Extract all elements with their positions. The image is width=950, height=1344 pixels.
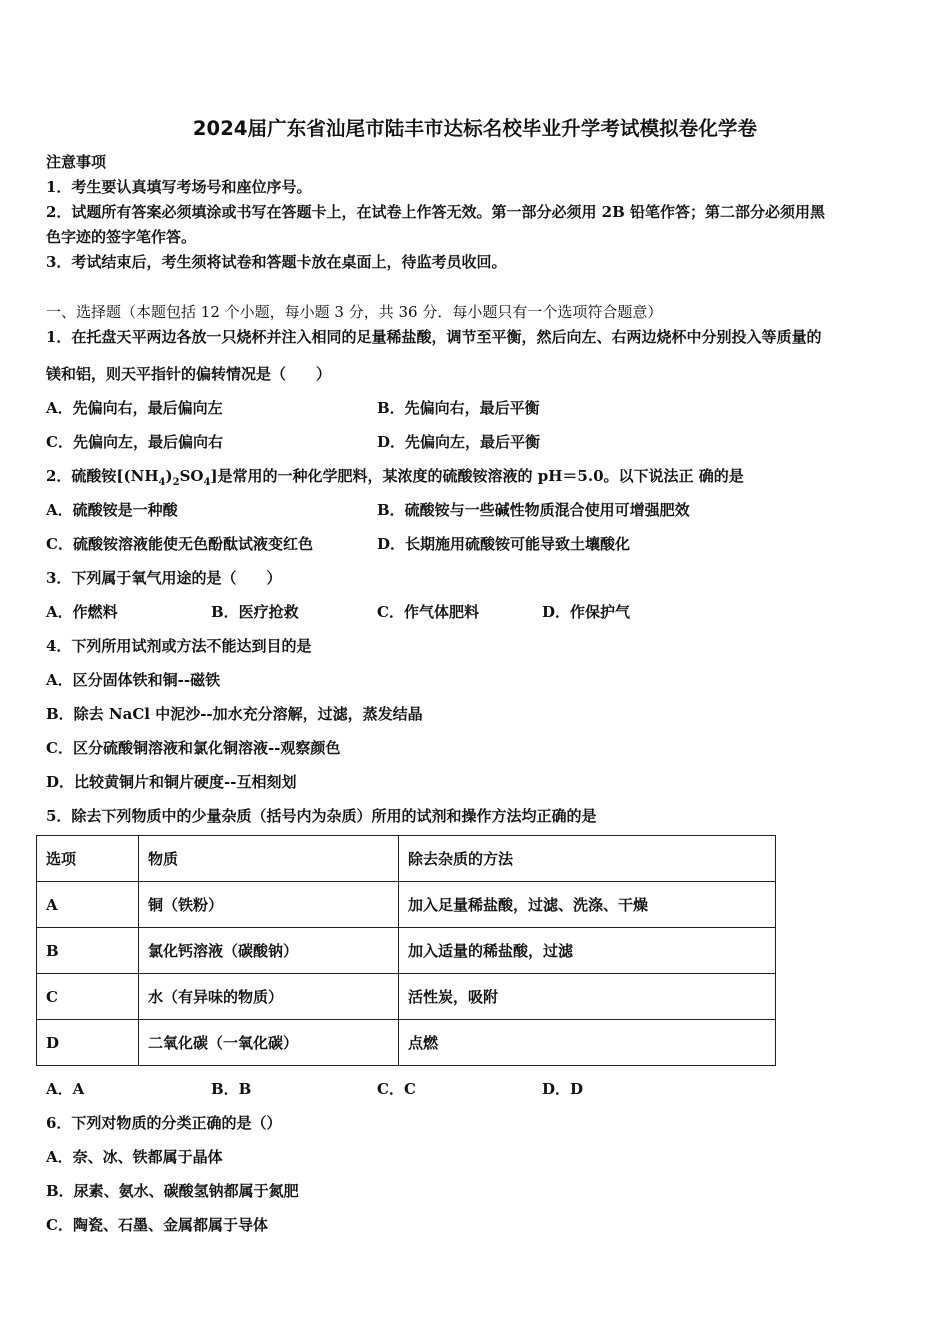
q2-option-b: B．硫酸铵与一些碱性物质混合使用可增强肥效	[377, 501, 690, 519]
q1-option-d: D．先偏向左，最后平衡	[377, 433, 541, 451]
q2-stem	[46, 466, 744, 493]
table-cell: 水（有异味的物质）	[139, 974, 399, 1020]
table-cell: 活性炭，吸附	[399, 974, 776, 1020]
section-heading: 一、选择题（本题包括 12 个小题，每小题 3 分，共 36 分．每小题只有一个选项符合题意）	[46, 303, 663, 321]
q1-stem-line2: 镁和铝，则天平指针的偏转情况是（ ）	[46, 365, 332, 383]
notice-heading: 注意事项	[46, 153, 107, 171]
q2-stem-part: 2．硫酸铵[(NH	[46, 467, 159, 485]
q6-option-a: A．奈、冰、铁都属于晶体	[46, 1148, 223, 1166]
table-cell: A	[37, 882, 139, 928]
table-cell: C	[37, 974, 139, 1020]
table-cell: B	[37, 928, 139, 974]
q5-option-c: C．C	[377, 1080, 416, 1098]
q2-option-a: A．硫酸铵是一种酸	[46, 501, 178, 519]
q4-stem: 4．下列所用试剂或方法不能达到目的是	[46, 637, 312, 655]
q2-stem-part: ]是常用的一种化学肥料，某浓度的硫酸铵溶液的 pH＝5.0。以下说法正 确的是	[210, 467, 744, 485]
q2-stem-sub: 2	[172, 477, 180, 488]
q2-stem-sub: 4	[158, 477, 166, 488]
notice-item-2-cont: 色字迹的签字笔作答。	[46, 228, 197, 246]
q1-option-c: C．先偏向左，最后偏向右	[46, 433, 223, 451]
table-cell: 点燃	[399, 1020, 776, 1066]
q4-option-d: D．比较黄铜片和铜片硬度--互相刻划	[46, 773, 297, 791]
q6-stem: 6．下列对物质的分类正确的是（）	[46, 1114, 282, 1132]
table-cell: 氯化钙溶液（碳酸钠）	[139, 928, 399, 974]
table-cell: 二氧化碳（一氧化碳）	[139, 1020, 399, 1066]
table-header-cell: 选项	[37, 836, 139, 882]
table-row	[37, 882, 776, 928]
table-cell: D	[37, 1020, 139, 1066]
q4-option-a: A．区分固体铁和铜--磁铁	[46, 671, 221, 689]
q5-option-b: B．B	[211, 1080, 252, 1098]
q6-option-c: C．陶瓷、石墨、金属都属于导体	[46, 1216, 268, 1234]
notice-item-3: 3．考试结束后，考生须将试卷和答题卡放在桌面上，待监考员收回。	[46, 253, 507, 271]
q3-option-b: B．医疗抢救	[211, 603, 299, 621]
q3-option-c: C．作气体肥料	[377, 603, 479, 621]
table-cell: 加入适量的稀盐酸，过滤	[399, 928, 776, 974]
q1-option-b: B．先偏向右，最后平衡	[377, 399, 540, 417]
q2-stem-part: )	[165, 467, 173, 485]
q5-stem: 5．除去下列物质中的少量杂质（括号内为杂质）所用的试剂和操作方法均正确的是	[46, 807, 597, 825]
q3-stem: 3．下列属于氧气用途的是（ ）	[46, 569, 282, 587]
q3-option-d: D．作保护气	[542, 603, 631, 621]
q4-option-c: C．区分硫酸铜溶液和氯化铜溶液--观察颜色	[46, 739, 341, 757]
page-title: 2024届广东省汕尾市陆丰市达标名校毕业升学考试模拟卷化学卷	[192, 117, 758, 140]
q5-option-d: D．D	[542, 1080, 584, 1098]
q1-stem-line1: 1．在托盘天平两边各放一只烧杯并注入相同的足量稀盐酸，调节至平衡，然后向左、右两边烧杯中分别投入等质量的	[46, 328, 822, 346]
q2-option-c: C．硫酸铵溶液能使无色酚酞试液变红色	[46, 535, 313, 553]
table-row	[37, 974, 776, 1020]
table-header-cell: 除去杂质的方法	[399, 836, 776, 882]
table-cell: 铜（铁粉）	[139, 882, 399, 928]
table-row	[37, 928, 776, 974]
q3-option-a: A．作燃料	[46, 603, 118, 621]
q4-option-b: B．除去 NaCl 中泥沙--加水充分溶解，过滤，蒸发结晶	[46, 705, 423, 723]
table-cell: 加入足量稀盐酸，过滤、洗涤、干燥	[399, 882, 776, 928]
notice-item-1: 1．考生要认真填写考场号和座位序号。	[46, 178, 312, 196]
notice-item-2: 2．试题所有答案必须填涂或书写在答题卡上，在试卷上作答无效。第一部分必须用 2B 铅笔作答；第二部分必须用黑	[46, 203, 826, 221]
table-header-cell: 物质	[139, 836, 399, 882]
table-row	[37, 1020, 776, 1066]
q2-stem-part: SO	[179, 467, 204, 485]
q5-option-a: A．A	[46, 1080, 85, 1098]
q6-option-b: B．尿素、氨水、碳酸氢钠都属于氮肥	[46, 1182, 299, 1200]
q5-table	[36, 835, 776, 1066]
q2-option-d: D．长期施用硫酸铵可能导致土壤酸化	[377, 535, 631, 553]
q2-stem-sub: 4	[203, 477, 211, 488]
q1-option-a: A．先偏向右，最后偏向左	[46, 399, 223, 417]
table-header-row	[37, 836, 776, 882]
